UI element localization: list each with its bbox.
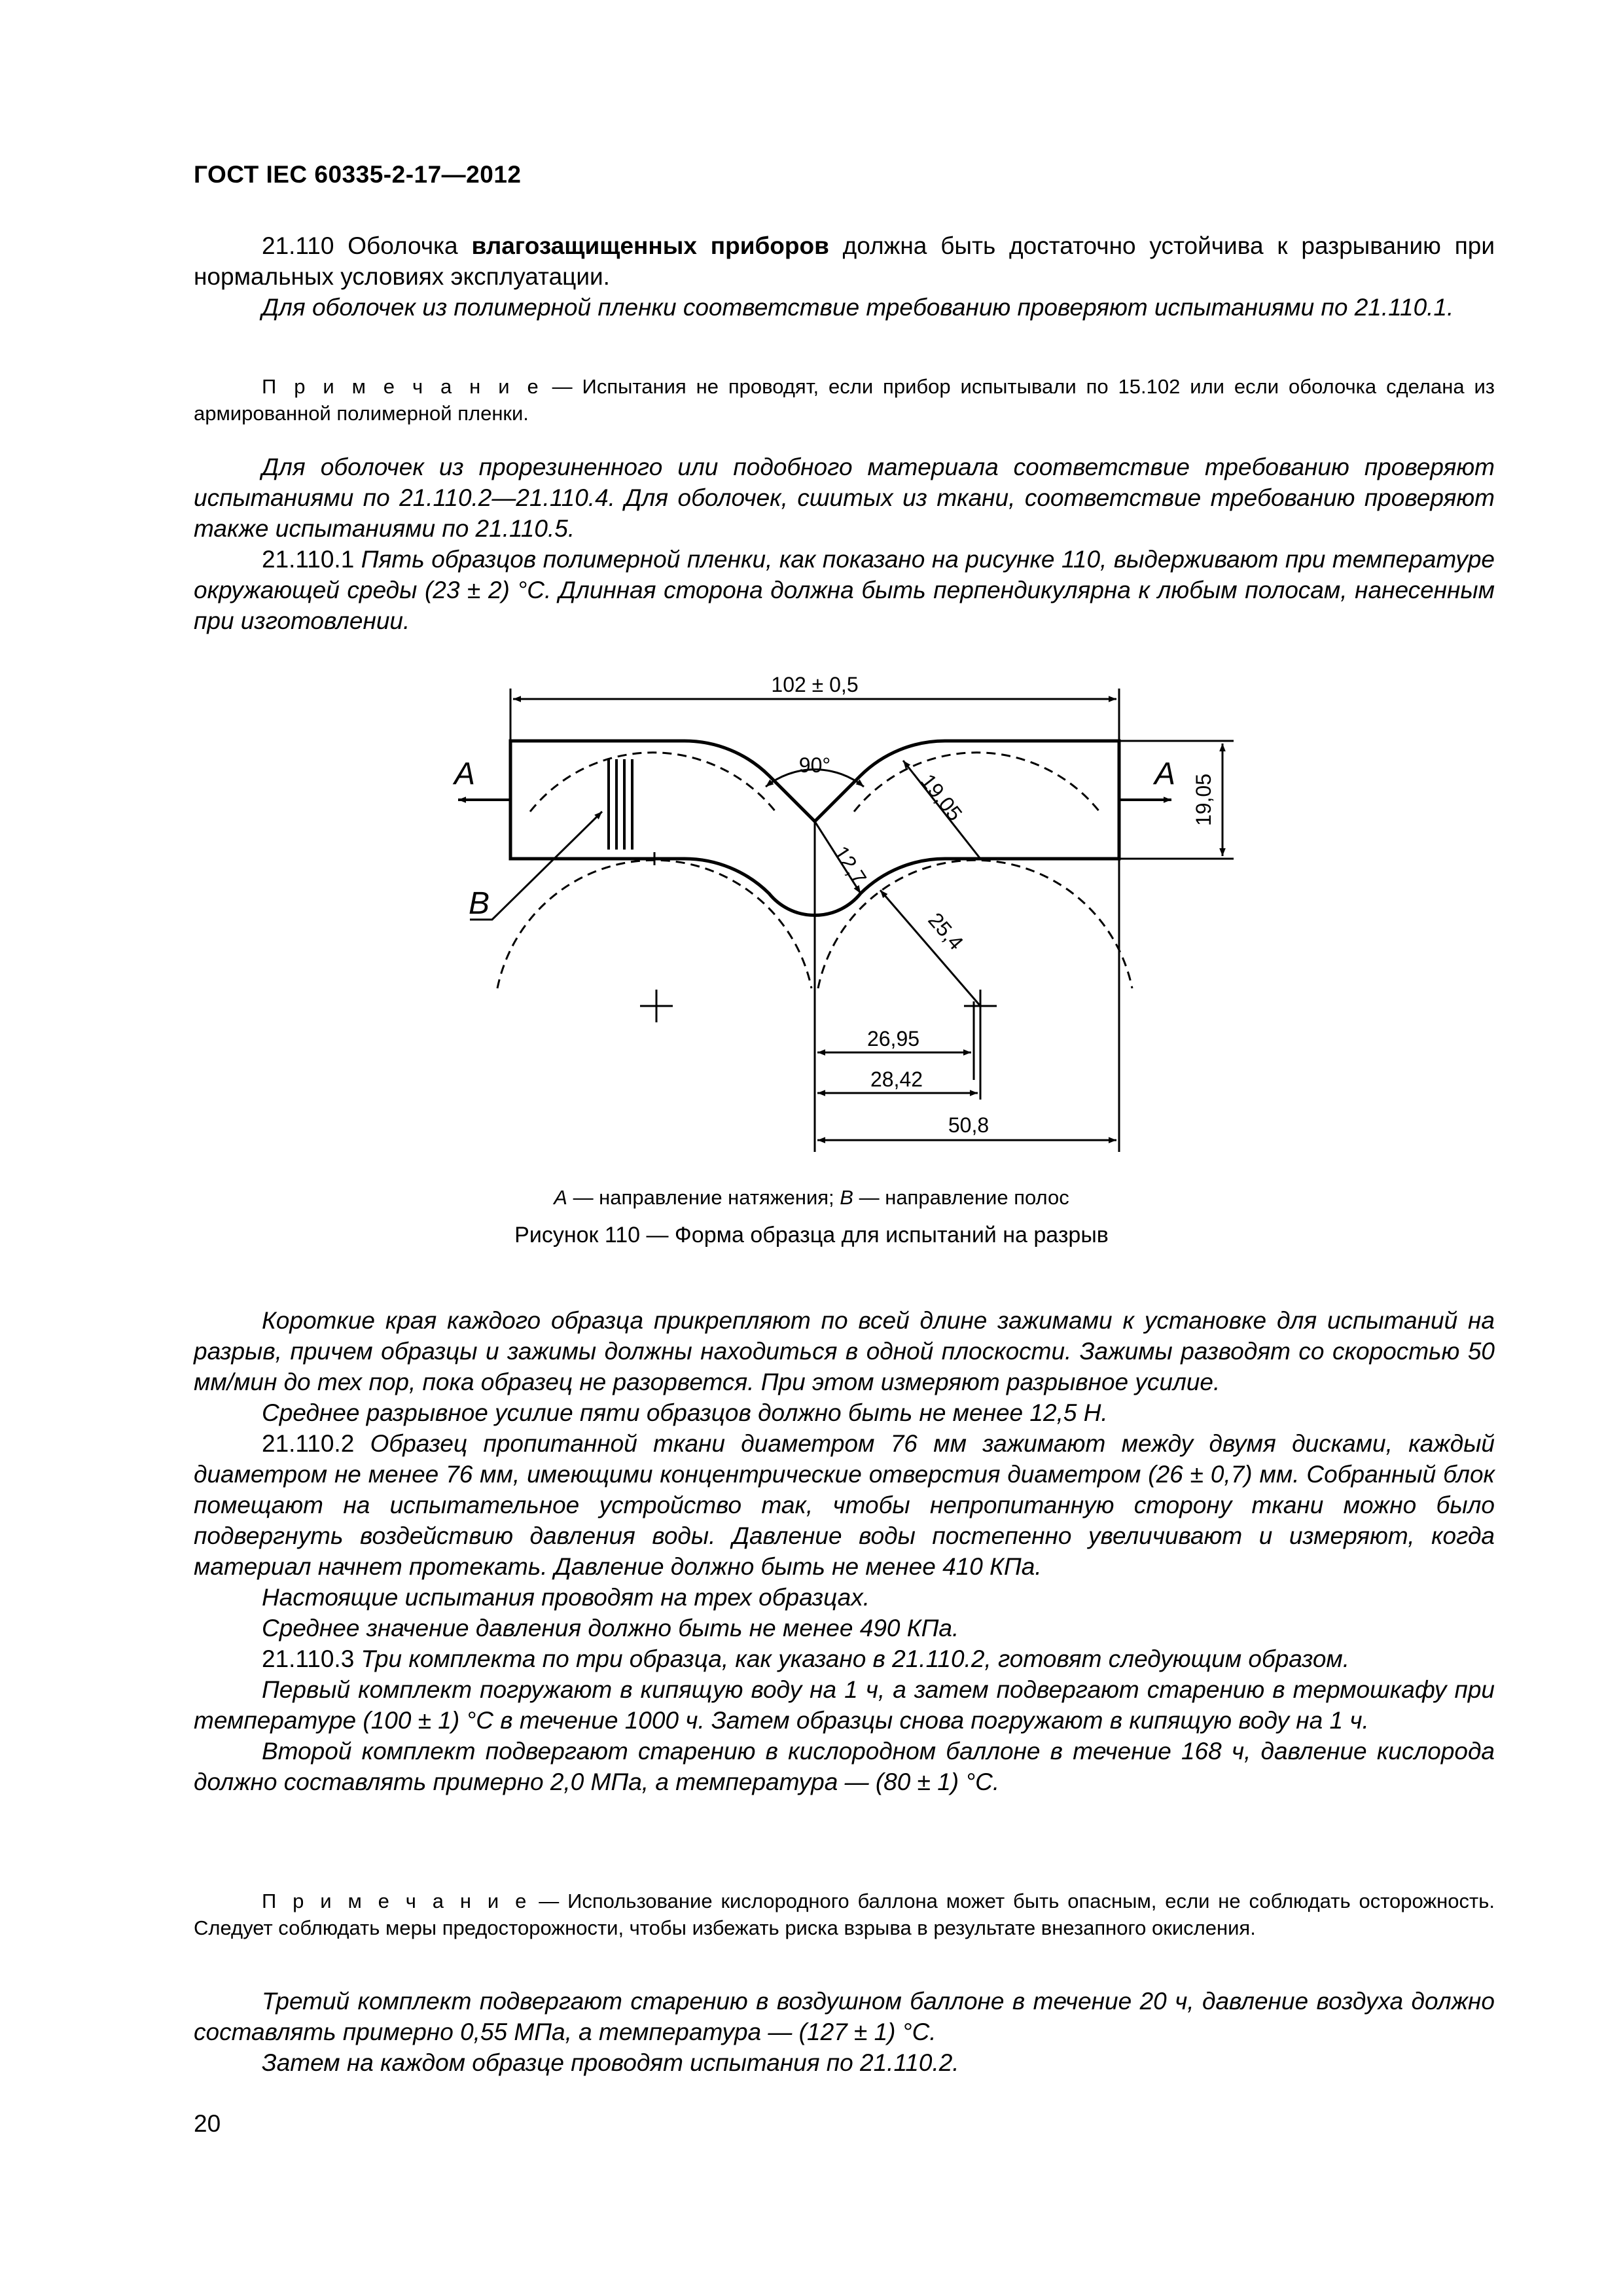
paragraph-21-110-3	[194, 1643, 1495, 1674]
paragraph-clamps: Короткие края каждого образца прикрепляют по всей длине зажимами к установке для испытаний на разрыв, причем образцы и зажимы должны находиться в одной плоскости. Зажимы разводят со скоростью 50 мм/мин до тех пор, пока образец не разорвется. При этом измеряют разрывное усилие.	[194, 1307, 1495, 1395]
clause-number: 21.110.2	[262, 1430, 355, 1457]
angle-label: 90°	[798, 753, 831, 777]
legend-b-text: — направление полос	[853, 1186, 1069, 1209]
paragraph-21-110-2	[194, 1428, 1495, 1582]
paragraph-three-samples: Настоящие испытания проводят на трех образцах.	[262, 1584, 870, 1611]
radius-line-large	[880, 890, 980, 1006]
paragraph-text: Образец пропитанной ткани диаметром 76 мм зажимают между двумя дисками, каждый диаметром не менее 76 мм, имеющими концентрические отверстия диаметром (26 ± 0,7) мм. Собранный блок помещают на испытательное устройство так, чтобы непропитанную сторону ткани можно было подвергнуть воздействию давления воды. Давление воды постепенно увеличивают и измеряют, когда материал начнет протекать. Давление должно быть не менее 410 КПа.	[194, 1430, 1495, 1580]
legend-b-symbol: В	[840, 1186, 853, 1209]
figure-title: Рисунок 110 — Форма образца для испытаний на разрыв	[514, 1223, 1109, 1247]
text-block-bottom	[194, 1305, 1495, 1797]
legend-a-text: — направление натяжения;	[567, 1186, 840, 1209]
paragraph-text: Пять образцов полимерной пленки, как показано на рисунке 110, выдерживают при температуре окружающей среды (23 ± 2) °С. Длинная сторона должна быть перпендикулярна к любым полосам, нанесенным при изготовлении.	[194, 546, 1495, 634]
legend-a-symbol: А	[554, 1186, 567, 1209]
paragraph-third-set: Третий комплект подвергают старению в воздушном баллоне в течение 20 ч, давление воздуха должно составлять примерно 0,55 МПа, а температура — (127 ± 1) °С.	[194, 1988, 1495, 2045]
paragraph-avg-force: Среднее разрывное усилие пяти образцов должно быть не менее 12,5 Н.	[262, 1399, 1108, 1426]
dashed-arc-top-left	[530, 753, 776, 812]
paragraph-21-110-1	[194, 544, 1495, 636]
leader-b	[470, 812, 602, 920]
paragraph-rubber: Для оболочек из прорезиненного или подобного материала соответствие требованию проверяют испытаниями по 21.110.2—21.110.4. Для оболочек, сшитых из ткани, соответствие требованию проверяют также испытаниями по 21.110.5.	[194, 454, 1495, 542]
label-b: В	[468, 886, 490, 921]
paragraph-text: Три комплекта по три образца, как указано в 21.110.2, готовят следующим образом.	[354, 1645, 1350, 1672]
dim-label-diag: 19,05	[916, 769, 967, 825]
centre-cross-left	[640, 990, 673, 1022]
figure-legend	[0, 1186, 1623, 1210]
text-block-top	[194, 230, 1495, 323]
note-paragraph	[194, 373, 1495, 427]
paragraph-21-110	[194, 230, 1495, 292]
note-1	[194, 373, 1495, 427]
dim-label-r-large: 25,4	[923, 908, 969, 955]
note-label: П р и м е ч а н и е	[262, 375, 543, 398]
paragraph-test-method: Для оболочек из полимерной пленки соответствие требованию проверяют испытаниями по 21.110.1.	[262, 294, 1454, 321]
clause-number: 21.110	[262, 232, 334, 259]
note-paragraph	[194, 1888, 1495, 1941]
dim-label-a: 26,95	[866, 1027, 920, 1050]
figure-110-drawing	[454, 673, 1230, 1198]
clause-number: 21.110.1	[262, 546, 355, 573]
note-text: — Использование кислородного баллона может быть опасным, если не соблюдать осторожность. Следует соблюдать меры предосторожности, чтобы избежать риска взрыва в результате внезапного окисления.	[194, 1890, 1495, 1939]
label-a-left: А	[454, 757, 476, 791]
standard-header: ГОСТ IEC 60335-2-17—2012	[194, 161, 522, 188]
paragraph-final: Затем на каждом образце проводят испытания по 21.110.2.	[262, 2049, 959, 2076]
dim-label-height: 19,05	[1192, 773, 1215, 827]
dim-label-c: 50,8	[948, 1113, 990, 1137]
paragraph-avg-pressure: Среднее значение давления должно быть не менее 490 КПа.	[262, 1615, 959, 1641]
stripe-lines	[609, 759, 632, 850]
text-block-mid	[194, 452, 1495, 636]
dashed-arc-top-right	[854, 753, 1099, 812]
dim-label-b: 28,42	[870, 1067, 923, 1091]
paragraph-text: должна быть достаточно устойчива к разрыванию при нормальных условиях эксплуатации.	[194, 232, 1495, 290]
text-block-end	[194, 1986, 1495, 2078]
note-text: — Испытания не проводят, если прибор испытывали по 15.102 или если оболочка сделана из армированной полимерной пленки.	[194, 375, 1495, 425]
paragraph-second-set: Второй комплект подвергают старению в кислородном баллоне в течение 168 ч, давление кислорода должно составлять примерно 2,0 МПа, а температура — (80 ± 1) °С.	[194, 1738, 1495, 1795]
paragraph-first-set: Первый комплект погружают в кипящую воду на 1 ч, а затем подвергают старению в термошкафу при температуре (100 ± 1) °С в течение 1000 ч. Затем образцы снова погружают в кипящую воду на 1 ч.	[194, 1676, 1495, 1734]
dim-label-r-small: 12,7	[829, 842, 872, 889]
clause-number: 21.110.3	[262, 1645, 355, 1672]
note-label: П р и м е ч а н и е	[262, 1890, 531, 1912]
dashed-arc-bottom-left	[497, 860, 812, 988]
dim-label-total: 102 ± 0,5	[771, 673, 859, 696]
label-a-right: А	[1154, 757, 1176, 791]
page-number: 20	[194, 2110, 221, 2137]
bold-term: влагозащищенных приборов	[471, 232, 829, 259]
note-2	[194, 1888, 1495, 1941]
paragraph-text: Оболочка	[334, 232, 472, 259]
